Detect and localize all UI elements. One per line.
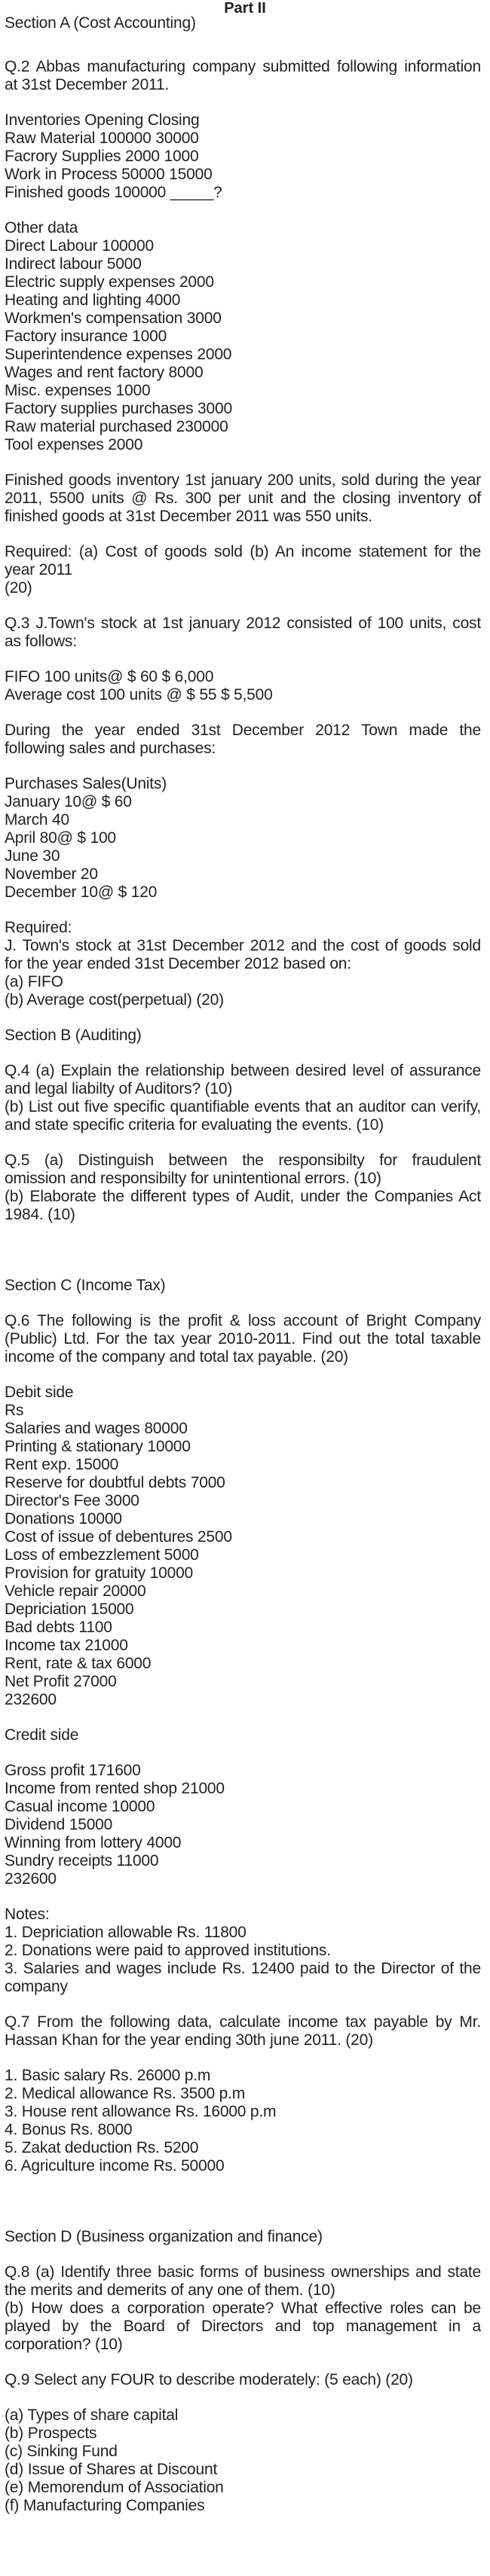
text-line: as follows:	[5, 633, 77, 650]
text-line: and state specific criteria for evaluating the events. (10)	[5, 1116, 384, 1134]
text-line: (b) List out five specific quantifiable events that an auditor can verify,	[5, 1098, 481, 1116]
text-line: Raw Material 100000 30000	[5, 130, 199, 147]
text-line: April 80@ $ 100	[5, 829, 116, 847]
text-line: Q.2 Abbas manufacturing company submitted following information	[5, 58, 481, 75]
text-line: Debit side	[5, 1384, 74, 1401]
text-line: Hassan Khan for the year ending 30th june 2011. (20)	[5, 2031, 373, 2049]
text-line: Income tax 21000	[5, 1637, 128, 1654]
text-line: Cost of issue of debentures 2500	[5, 1528, 232, 1546]
text-line: year 2011	[5, 561, 73, 578]
text-line: corporation? (10)	[5, 2336, 123, 2353]
text-line: Direct Labour 100000	[5, 237, 154, 255]
text-line: Q.6 The following is the profit & loss account of Bright Company	[5, 1312, 481, 1329]
text-line: 232600	[5, 1870, 57, 1888]
text-line: January 10@ $ 60	[5, 793, 132, 810]
text-line: 2. Medical allowance Rs. 3500 p.m	[5, 2085, 246, 2102]
text-line: Required:	[5, 919, 72, 936]
text-line: Finished goods inventory 1st january 200 units, sold during the year	[5, 472, 481, 489]
text-line: Workmen's compensation 3000	[5, 310, 222, 327]
text-line: (b) Prospects	[5, 2425, 97, 2442]
page-title: Part II	[224, 0, 266, 17]
text-line: June 30	[5, 847, 60, 865]
text-line: Electric supply expenses 2000	[5, 273, 214, 291]
text-line: Winning from lottery 4000	[5, 1834, 182, 1851]
text-line: Heating and lighting 4000	[5, 291, 181, 309]
text-line: Rs	[5, 1402, 24, 1419]
text-line: Q.8 (a) Identify three basic forms of business ownerships and state	[5, 2263, 481, 2281]
text-line: company	[5, 1978, 68, 1995]
text-line: Average cost 100 units @ $ 55 $ 5,500	[5, 686, 273, 704]
text-line: December 10@ $ 120	[5, 884, 158, 901]
text-line: Finished goods 100000 _____?	[5, 184, 222, 201]
text-line: Section D (Business organization and finance)	[5, 2228, 323, 2245]
text-line: at 31st December 2011.	[5, 76, 170, 93]
text-line: FIFO 100 units@ $ 60 $ 6,000	[5, 668, 214, 685]
text-line: Wages and rent factory 8000	[5, 364, 204, 381]
text-line: 2011, 5500 units @ Rs. 300 per unit and the closing inventory of	[5, 490, 481, 507]
text-line: Vehicle repair 20000	[5, 1583, 146, 1600]
text-line: (b) How does a corporation operate? What effective roles can be	[5, 2300, 481, 2317]
text-line: Sundry receipts 11000	[5, 1852, 159, 1869]
text-line: (e) Memorendum of Association	[5, 2479, 224, 2496]
text-line: Salaries and wages 80000	[5, 1420, 188, 1437]
text-line: Section C (Income Tax)	[5, 1277, 166, 1294]
text-line: 1984. (10)	[5, 1206, 75, 1223]
text-line: Income from rented shop 21000	[5, 1780, 225, 1797]
text-line: November 20	[5, 865, 98, 883]
text-line: 3. House rent allowance Rs. 16000 p.m	[5, 2103, 277, 2120]
text-line: March 40	[5, 811, 69, 829]
text-line: 3. Salaries and wages include Rs. 12400 paid to the Director of the	[5, 1960, 481, 1977]
text-line: 4. Bonus Rs. 8000	[5, 2121, 133, 2138]
text-line: Raw material purchased 230000	[5, 418, 228, 435]
text-line: 5. Zakat deduction Rs. 5200	[5, 2139, 199, 2156]
text-line: Provision for gratuity 10000	[5, 1564, 194, 1582]
text-line: (f) Manufacturing Companies	[5, 2497, 205, 2514]
text-line: J. Town's stock at 31st December 2012 and the cost of goods sold	[5, 937, 481, 954]
text-line: Q.5 (a) Distinguish between the responsibilty for fraudulent	[5, 1152, 481, 1169]
text-line: (20)	[5, 579, 32, 597]
text-line: (d) Issue of Shares at Discount	[5, 2461, 218, 2478]
text-line: During the year ended 31st December 2012 Town made the	[5, 722, 481, 739]
text-line: Donations 10000	[5, 1510, 122, 1528]
text-line: Superintendence expenses 2000	[5, 346, 232, 363]
text-line: Factory supplies purchases 3000	[5, 400, 232, 417]
text-line: finished goods at 31st December 2011 was 550 units.	[5, 508, 372, 525]
text-line: omission and responsibilty for unintentional errors. (10)	[5, 1170, 381, 1187]
text-line: Facrory Supplies 2000 1000	[5, 148, 199, 165]
text-line: Tool expenses 2000	[5, 436, 143, 453]
text-line: Section B (Auditing)	[5, 1027, 142, 1044]
text-line: Notes:	[5, 1906, 50, 1923]
text-line: Q.3 J.Town's stock at 1st january 2012 consisted of 100 units, cost	[5, 615, 481, 632]
text-line: Reserve for doubtful debts 7000	[5, 1474, 225, 1491]
text-line: 1. Basic salary Rs. 26000 p.m	[5, 2067, 211, 2084]
text-line: (b) Elaborate the different types of Audit, under the Companies Act	[5, 1188, 481, 1205]
text-line: Credit side	[5, 1726, 79, 1744]
text-line: 1. Depriciation allowable Rs. 11800	[5, 1924, 247, 1941]
text-line: Printing & stationary 10000	[5, 1438, 191, 1455]
text-line: Rent exp. 15000	[5, 1456, 119, 1473]
text-line: and legal liabilty of Auditors? (10)	[5, 1080, 233, 1097]
text-line: Inventories Opening Closing	[5, 111, 200, 129]
text-line: Q.4 (a) Explain the relationship between desired level of assurance	[5, 1062, 481, 1079]
text-line: following sales and purchases:	[5, 740, 216, 757]
text-line: (a) FIFO	[5, 973, 63, 990]
text-line: Depriciation 15000	[5, 1601, 134, 1618]
text-line: the merits and demerits of any one of them. (10)	[5, 2281, 335, 2299]
text-line: Gross profit 171600	[5, 1762, 141, 1779]
text-line: Required: (a) Cost of goods sold (b) An income statement for the	[5, 543, 481, 560]
text-line: for the year ended 31st December 2012 based on:	[5, 955, 351, 972]
text-line: Misc. expenses 1000	[5, 382, 151, 399]
text-line: played by the Board of Directors and top management in a	[5, 2318, 481, 2335]
text-line: Purchases Sales(Units)	[5, 775, 167, 792]
text-line: (Public) Ltd. For the tax year 2010-2011. Find out the total taxable	[5, 1330, 481, 1348]
text-line: Other data	[5, 219, 78, 237]
text-line: Dividend 15000	[5, 1816, 113, 1833]
text-line: Rent, rate & tax 6000	[5, 1655, 152, 1672]
text-line: (c) Sinking Fund	[5, 2443, 118, 2460]
text-line: Work in Process 50000 15000	[5, 166, 213, 183]
text-line: Bad debts 1100	[5, 1619, 112, 1636]
text-line: Net Profit 27000	[5, 1673, 117, 1690]
text-line: Indirect labour 5000	[5, 255, 142, 273]
text-line: Loss of embezzlement 5000	[5, 1546, 199, 1564]
text-line: Casual income 10000	[5, 1798, 155, 1815]
text-line: 232600	[5, 1691, 57, 1708]
text-line: Section A (Cost Accounting)	[5, 14, 196, 32]
text-line: (b) Average cost(perpetual) (20)	[5, 991, 224, 1009]
text-line: income of the company and total tax payable. (20)	[5, 1348, 348, 1366]
text-line: Q.7 From the following data, calculate income tax payable by Mr.	[5, 2013, 481, 2031]
text-line: 2. Donations were paid to approved institutions.	[5, 1942, 331, 1959]
text-line: Factory insurance 1000	[5, 328, 167, 345]
text-line: (a) Types of share capital	[5, 2407, 179, 2424]
text-line: Director's Fee 3000	[5, 1492, 139, 1509]
text-line: 6. Agriculture income Rs. 50000	[5, 2157, 225, 2175]
text-line: Q.9 Select any FOUR to describe moderately: (5 each) (20)	[5, 2371, 413, 2388]
